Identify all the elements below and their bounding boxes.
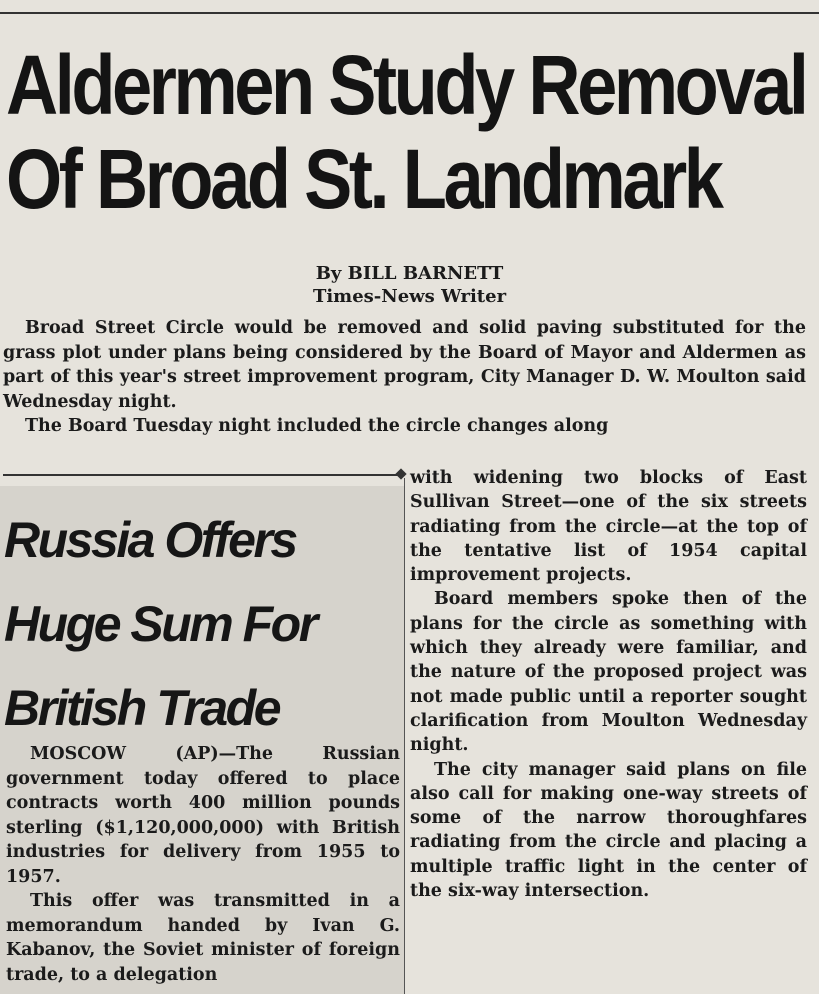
main-story-continuation <box>410 466 807 903</box>
section-divider <box>3 474 403 476</box>
top-rule <box>0 12 819 14</box>
headline-line-2: Of Broad St. Landmark <box>6 132 721 226</box>
byline-author: By BILL BARNETT <box>315 263 504 284</box>
second-story-body <box>6 742 400 987</box>
second-headline-line-3: British Trade <box>4 680 279 736</box>
second-story-paragraph: This offer was transmitted in a memorandum handed by Ivan G. Kabanov, the Soviet minister of foreign trade, to a delegation <box>6 891 400 985</box>
lead-paragraph: The Board Tuesday night included the circle changes along <box>25 416 609 436</box>
headline-line-1: Aldermen Study Removal <box>6 38 806 132</box>
lead-text <box>3 316 806 439</box>
main-headline <box>6 38 806 226</box>
continuation-paragraph: The city manager said plans on file also call for making one-way streets of some of the narrow thoroughfares radiating from the circle and placing a multiple traffic light in the center of the six-way intersection. <box>410 759 807 902</box>
continuation-paragraph: Board members spoke then of the plans for the circle as something with which they already were familiar, and the nature of the proposed project was not made public until a reporter sought clarification from Moulton Wednesday night. <box>410 589 807 756</box>
second-headline-line-1: Russia Offers <box>4 512 296 568</box>
second-headline-line-2: Huge Sum For <box>4 596 316 652</box>
byline <box>0 262 819 308</box>
continuation-paragraph: with widening two blocks of East Sullivan Street—one of the six streets radiating from the circle—at the top of the tentative list of 1954 capital improvement projects. <box>410 468 807 586</box>
second-story-headline <box>4 498 404 750</box>
second-story <box>0 486 404 994</box>
column-rule <box>404 478 405 994</box>
second-story-paragraph: MOSCOW (AP)—The Russian government today offered to place contracts worth 400 million pounds sterling ($1,120,000,000) with British industries for delivery from 1955 to 1957. <box>6 744 400 887</box>
byline-title: Times-News Writer <box>312 286 507 307</box>
lead-paragraph: Broad Street Circle would be removed and solid paving substituted for the grass plot under plans being considered by the Board of Mayor and Aldermen as part of this year's street improvement program, City Manager D. W. Moulton said Wednesday night. <box>3 318 806 412</box>
